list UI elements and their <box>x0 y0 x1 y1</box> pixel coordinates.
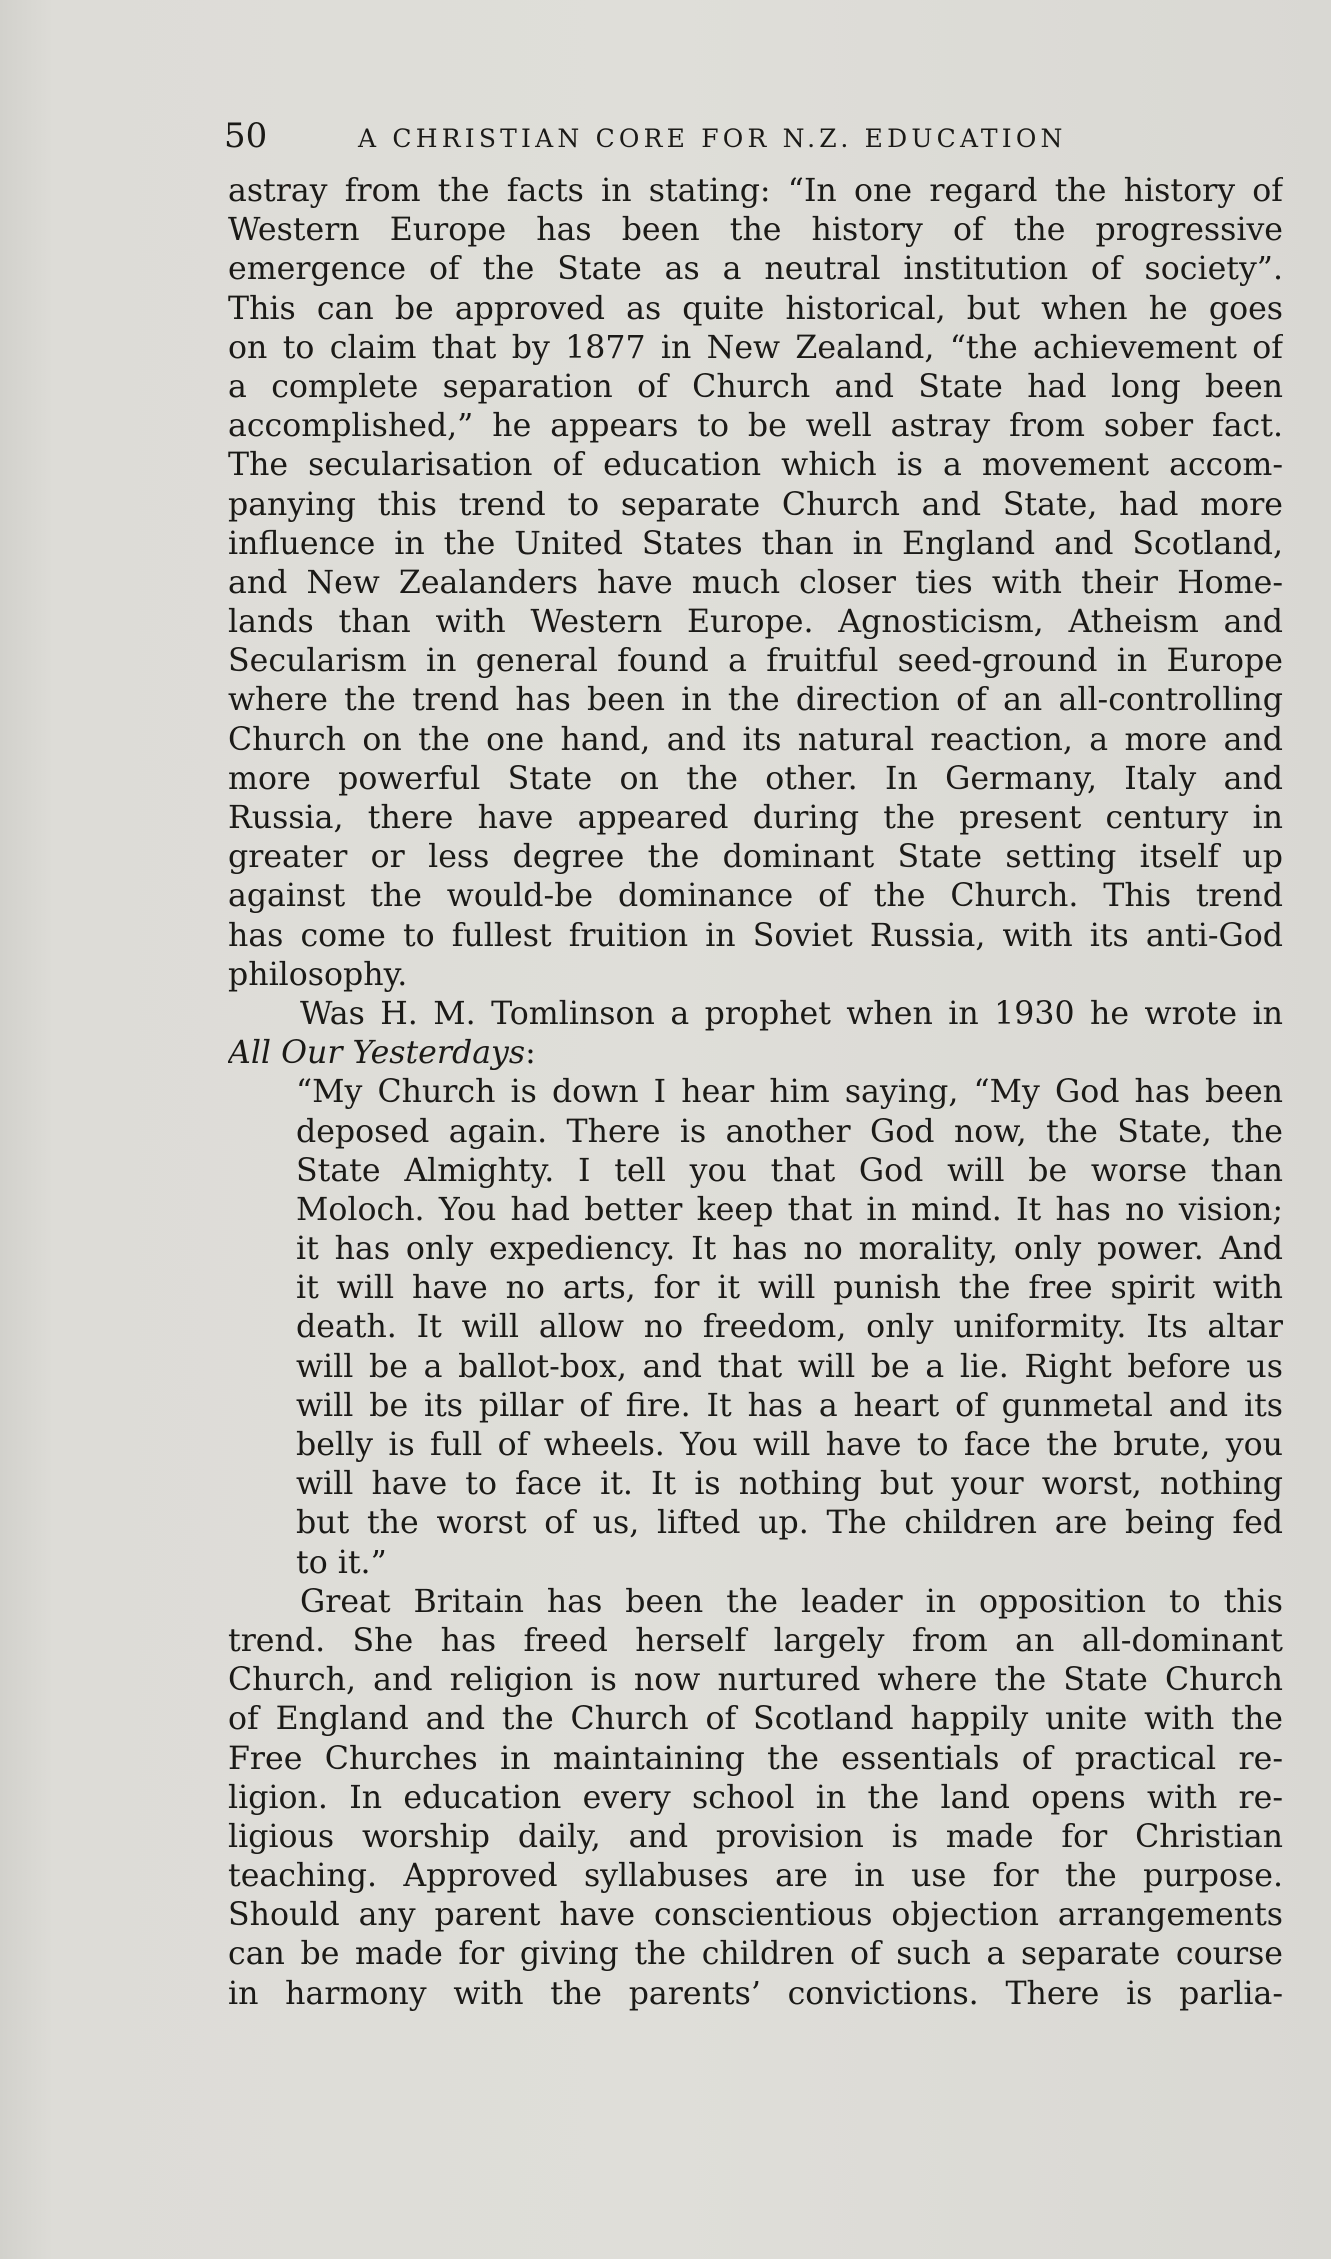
text-line: astray from the facts in stating: “In one regard the history of <box>228 173 1283 209</box>
text-line: has come to fullest fruition in Soviet Russia, with its anti-God <box>228 917 1283 954</box>
text-line: emergence of the State as a neutral institution of society”. <box>228 251 1283 288</box>
text-line: in harmony with the parents’ convictions. There is parlia- <box>228 1975 1283 2012</box>
text-line: where the trend has been in the direction of an all-controlling <box>228 682 1283 719</box>
text-line: The secularisation of education which is a movement accom- <box>228 447 1283 484</box>
paragraph <box>228 172 1283 995</box>
quote-line: to it.” <box>296 1544 387 1581</box>
text-line: a complete separation of Church and State had long been <box>228 368 1283 405</box>
page-number: 50 <box>224 116 268 156</box>
text-line: more powerful State on the other. In Germany, Italy and <box>228 760 1283 797</box>
text-line: Free Churches in maintaining the essentials of practical re- <box>228 1740 1283 1777</box>
body-text <box>228 172 1283 2014</box>
page-header <box>224 110 1284 160</box>
text-line: trend. She has freed herself largely from an all-dominant <box>228 1622 1283 1659</box>
text-line: and New Zealanders have much closer ties with their Home- <box>228 564 1283 601</box>
text-line: accomplished,” he appears to be well astray from sober fact. <box>228 408 1283 445</box>
text-line: Church on the one hand, and its natural reaction, a more and <box>228 721 1283 758</box>
text-line: Secularism in general found a fruitful seed-ground in Europe <box>228 643 1283 680</box>
text-line: Russia, there have appeared during the present century in <box>228 800 1283 836</box>
text-line <box>228 1034 1283 1073</box>
block-quote <box>228 1073 1283 1582</box>
quote-line: death. It will allow no freedom, only uniformity. Its altar <box>296 1309 1283 1346</box>
text-fragment: : <box>525 1035 536 1072</box>
text-line: against the would-be dominance of the Church. This trend <box>228 878 1283 915</box>
quote-line: will be a ballot-box, and that will be a lie. Right before us <box>296 1348 1283 1385</box>
paragraph <box>228 995 1283 1073</box>
text-line: greater or less degree the dominant State setting itself up <box>228 839 1283 876</box>
quote-line: deposed again. There is another God now, the State, the <box>296 1113 1283 1150</box>
text-line: This can be approved as quite historical, but when he goes <box>228 290 1283 327</box>
text-line: can be made for giving the children of such a separate course <box>228 1936 1283 1973</box>
running-head: A CHRISTIAN CORE FOR N.Z. EDUCATION <box>358 124 1067 153</box>
quote-line: will have to face it. It is nothing but your worst, nothing <box>296 1466 1283 1503</box>
text-line: of England and the Church of Scotland happily unite with the <box>228 1701 1283 1738</box>
paragraph <box>228 1583 1283 2014</box>
text-line: philosophy. <box>228 956 408 993</box>
text-line: lands than with Western Europe. Agnosticism, Atheism and <box>228 604 1283 641</box>
quote-line: it will have no arts, for it will punish the free spirit with <box>296 1270 1283 1307</box>
quote-line: but the worst of us, lifted up. The children are being fed <box>296 1505 1283 1542</box>
quote-line: it has only expediency. It has no morality, only power. And <box>296 1231 1283 1268</box>
quote-line: “My Church is down I hear him saying, “My God has been <box>296 1074 1283 1111</box>
text-line: Western Europe has been the history of the progressive <box>228 212 1283 249</box>
text-line: influence in the United States than in England and Scotland, <box>228 525 1283 562</box>
quote-line: will be its pillar of fire. It has a heart of gunmetal and its <box>296 1387 1283 1424</box>
quote-line: Moloch. You had better keep that in mind. It has no vision; <box>296 1191 1283 1228</box>
text-line: teaching. Approved syllabuses are in use for the purpose. <box>228 1858 1283 1895</box>
text-line: Was H. M. Tomlinson a prophet when in 1930 he wrote in <box>300 995 1283 1032</box>
text-line: Should any parent have conscientious objection arrangements <box>228 1897 1283 1934</box>
quote-line: belly is full of wheels. You will have to face the brute, you <box>296 1427 1283 1463</box>
text-line: panying this trend to separate Church and State, had more <box>228 486 1283 523</box>
quote-line: State Almighty. I tell you that God will be worse than <box>296 1152 1283 1189</box>
text-line: Great Britain has been the leader in opposition to this <box>300 1583 1283 1620</box>
text-line: ligious worship daily, and provision is made for Christian <box>228 1818 1283 1855</box>
text-line: on to claim that by 1877 in New Zealand, “the achievement of <box>228 329 1283 366</box>
text-line: Church, and religion is now nurtured where the State Church <box>228 1662 1283 1699</box>
text-line: ligion. In education every school in the land opens with re- <box>228 1779 1283 1816</box>
book-title: All Our Yesterdays <box>228 1035 526 1072</box>
